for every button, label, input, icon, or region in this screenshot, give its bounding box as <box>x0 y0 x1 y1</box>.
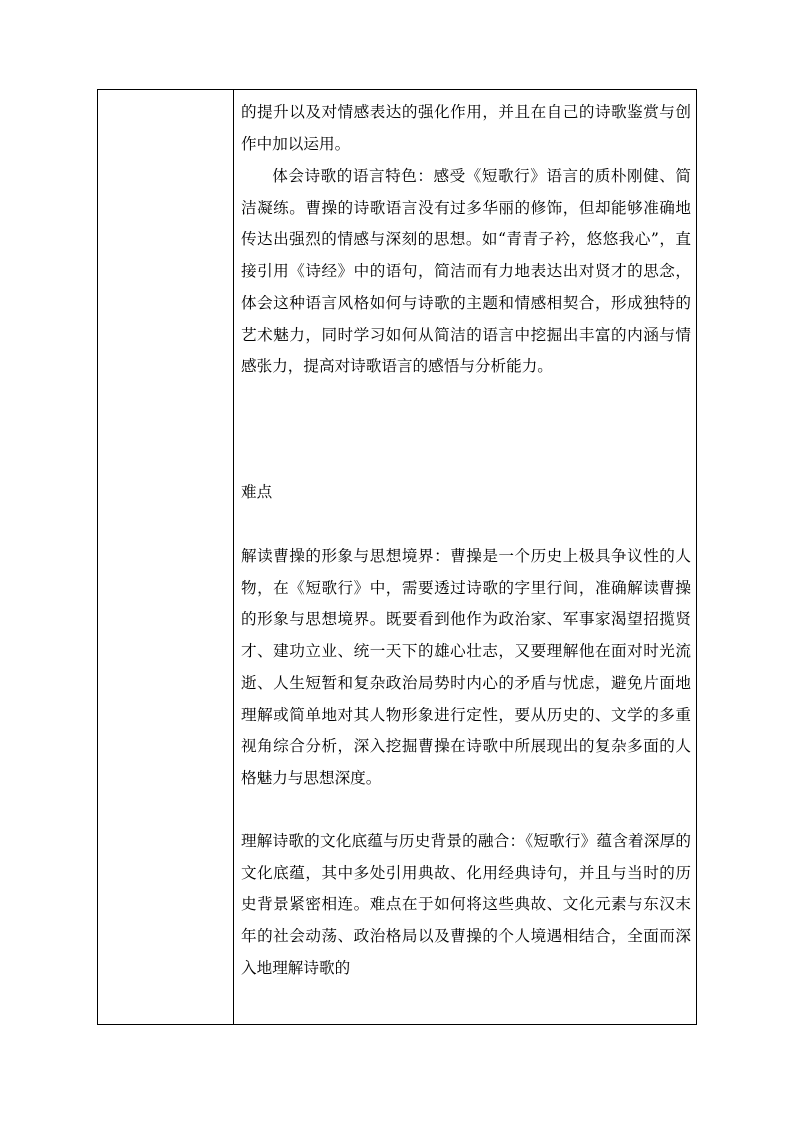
paragraph-language-features: 体会诗歌的语言特色：感受《短歌行》语言的质朴刚健、简洁凝练。曹操的诗歌语言没有过多华丽的修饰，但却能够准确地传达出强烈的情感与深刻的思想。如“青青子衿，悠悠我心”，直接引用《诗经》中的语句，简洁而有力地表达出对贤才的思念，体会这种语言风格如何与诗歌的主题和情感相契合，形成独特的艺术魅力，同时学习如何从简洁的语言中挖掘出丰富的内涵与情感张力，提高对诗歌语言的感悟与分析能力。 <box>241 167 691 376</box>
paragraph-cultural-background: 理解诗歌的文化底蕴与历史背景的融合：《短歌行》蕴含着深厚的文化底蕴，其中多处引用典故、化用经典诗句，并且与当时的历史背景紧密相连。难点在于如何将这些典故、文化元素与东汉末年的社会动荡、政治格局以及曹操的个人境遇相结合，全面而深入地理解诗歌的 <box>241 832 691 977</box>
paragraph-caocao-image: 解读曹操的形象与思想境界：曹操是一个历史上极具争议性的人物，在《短歌行》中，需要透过诗歌的字里行间，准确解读曹操的形象与思想境界。既要看到他作为政治家、军事家渴望招揽贤才、建功立业、统一天下的雄心壮志，又要理解他在面对时光流逝、人生短暂和复杂政治局势时内心的矛盾与忧虑，避免片面地理解或简单地对其人物形象进行定性，要从历史的、文学的多重视角综合分析，深入挖掘曹操在诗歌中所展现出的复杂多面的人格魅力与思想深度。 <box>241 547 691 787</box>
paragraph-continuation: 的提升以及对情感表达的强化作用，并且在自己的诗歌鉴赏与创作中加以运用。 <box>241 103 691 153</box>
content-table <box>97 89 697 1025</box>
section-heading-difficulties: 难点 <box>241 483 273 501</box>
table-left-cell <box>98 90 234 1024</box>
table-right-cell <box>234 90 697 1024</box>
